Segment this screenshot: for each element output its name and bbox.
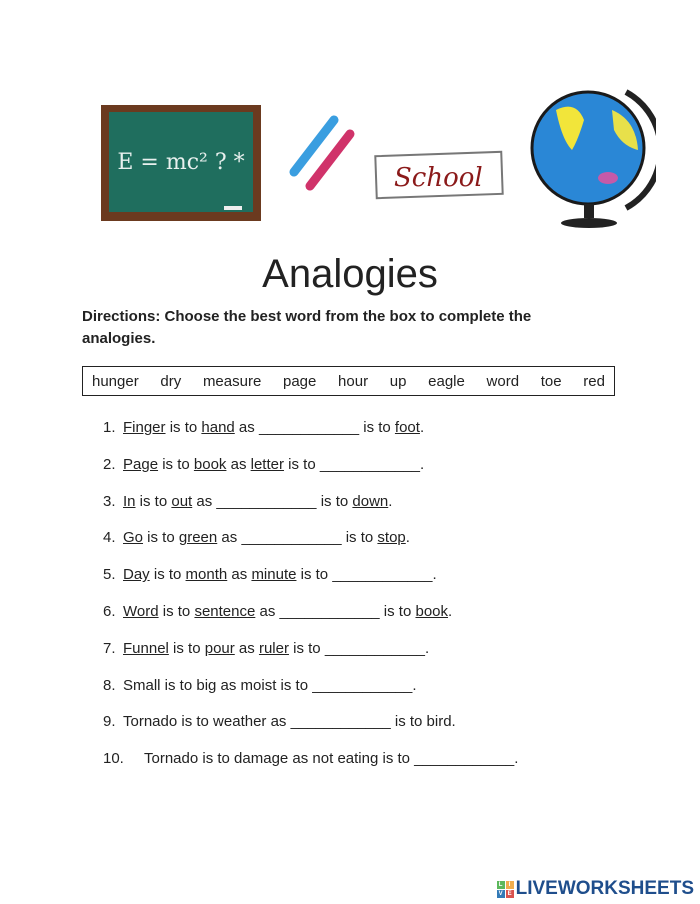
underlined-word: Page bbox=[123, 455, 159, 473]
item-text: is to bbox=[379, 603, 416, 620]
answer-blank[interactable]: ____________ bbox=[216, 492, 317, 510]
item-text: . bbox=[412, 676, 417, 694]
logo-letter: L bbox=[497, 881, 505, 889]
item-text: is to bbox=[296, 566, 333, 584]
item-text: is to bbox=[165, 419, 202, 436]
item-text: Small is to big as moist is to bbox=[123, 676, 313, 694]
analogy-item bbox=[103, 529, 410, 546]
item-text: as bbox=[192, 492, 217, 510]
word-bank bbox=[82, 366, 615, 396]
logo-letter: I bbox=[506, 881, 514, 889]
item-text: . bbox=[448, 603, 453, 620]
item-text: as bbox=[234, 639, 259, 657]
underlined-word: Day bbox=[123, 566, 150, 584]
underlined-word: Word bbox=[123, 603, 159, 620]
logo-letter: V bbox=[498, 890, 503, 897]
analogy-item bbox=[103, 566, 437, 583]
item-text: is to bbox=[158, 603, 195, 620]
item-number: 6. bbox=[103, 603, 116, 620]
analogy-item bbox=[103, 456, 424, 473]
item-number: 1. bbox=[103, 419, 116, 436]
analogy-item bbox=[103, 493, 392, 510]
item-text: as bbox=[227, 566, 252, 584]
logo-letter: E bbox=[507, 890, 512, 897]
underlined-word: In bbox=[123, 492, 136, 510]
item-text: is to bird. bbox=[390, 713, 456, 731]
underlined-word: book bbox=[415, 603, 449, 620]
item-text: . bbox=[419, 419, 425, 436]
word-bank-word: measure bbox=[202, 372, 262, 390]
word-bank-word: toe bbox=[540, 372, 562, 390]
item-text: as bbox=[217, 529, 242, 547]
item-text: . bbox=[424, 639, 430, 657]
analogy-item bbox=[103, 713, 456, 730]
answer-blank[interactable]: ____________ bbox=[241, 529, 342, 547]
item-number: 7. bbox=[103, 639, 116, 657]
item-text: is to bbox=[149, 566, 186, 584]
underlined-word: ruler bbox=[258, 639, 289, 657]
word-bank-word: dry bbox=[160, 372, 182, 390]
answer-blank[interactable]: ____________ bbox=[319, 455, 420, 473]
answer-blank[interactable]: ____________ bbox=[312, 676, 413, 694]
underlined-word: minute bbox=[251, 566, 297, 584]
answer-blank[interactable]: ____________ bbox=[414, 750, 515, 768]
word-bank-word: hunger bbox=[92, 372, 139, 390]
underlined-word: out bbox=[171, 492, 193, 510]
analogy-item bbox=[103, 677, 417, 694]
answer-blank[interactable]: ____________ bbox=[324, 639, 425, 657]
item-text: Tornado is to weather as bbox=[123, 713, 291, 731]
item-text: . bbox=[419, 455, 425, 473]
item-number: 10. bbox=[103, 750, 124, 768]
item-text: is to bbox=[158, 455, 194, 473]
item-number: 8. bbox=[103, 676, 116, 694]
underlined-word: letter bbox=[250, 455, 284, 473]
item-text: is to bbox=[143, 529, 179, 547]
item-number: 9. bbox=[103, 713, 116, 731]
logo-text: LIVEWORKSHEETS bbox=[515, 878, 694, 899]
item-text: is to bbox=[288, 639, 325, 657]
analogy-item bbox=[103, 603, 452, 620]
item-text: . bbox=[405, 529, 410, 547]
underlined-word: stop bbox=[377, 529, 406, 547]
school-sign-text: School bbox=[394, 163, 483, 193]
underlined-word: sentence bbox=[194, 603, 256, 620]
item-number: 5. bbox=[103, 566, 116, 584]
underlined-word: pour bbox=[204, 639, 235, 657]
underlined-word: foot bbox=[394, 419, 420, 436]
underlined-word: hand bbox=[201, 419, 235, 436]
item-text: Tornado is to damage as not eating is to bbox=[144, 750, 415, 768]
chalkboard-text: E = mc² ? * bbox=[117, 150, 245, 175]
word-bank-word: red bbox=[583, 372, 605, 390]
item-number: 3. bbox=[103, 492, 116, 510]
answer-blank[interactable]: ____________ bbox=[332, 566, 433, 584]
item-text: as bbox=[234, 419, 259, 436]
item-text: is to bbox=[359, 419, 395, 436]
answer-blank[interactable]: ____________ bbox=[258, 419, 360, 436]
analogy-item bbox=[103, 419, 424, 436]
item-text: is to bbox=[168, 639, 205, 657]
word-bank-word: eagle bbox=[428, 372, 465, 390]
answer-blank[interactable]: ____________ bbox=[279, 603, 380, 620]
underlined-word: green bbox=[178, 529, 218, 547]
item-number: 2. bbox=[103, 455, 116, 473]
item-text: . bbox=[388, 492, 393, 510]
item-text: is to bbox=[283, 455, 320, 473]
liveworksheets-logo bbox=[497, 878, 694, 900]
answer-blank[interactable]: ____________ bbox=[290, 713, 391, 731]
crayons-image bbox=[286, 112, 358, 194]
underlined-word: book bbox=[193, 455, 227, 473]
item-text: as bbox=[255, 603, 280, 620]
word-bank-word: up bbox=[389, 372, 407, 390]
item-text: . bbox=[432, 566, 437, 584]
item-text: is to bbox=[341, 529, 378, 547]
item-number: 4. bbox=[103, 529, 116, 547]
logo-icon bbox=[497, 881, 514, 898]
item-text: . bbox=[514, 750, 519, 768]
word-bank-word: hour bbox=[338, 372, 369, 390]
underlined-word: month bbox=[185, 566, 228, 584]
page-title: Analogies bbox=[262, 252, 438, 296]
analogy-item bbox=[103, 640, 429, 657]
globe-image bbox=[526, 80, 656, 230]
underlined-word: down bbox=[352, 492, 389, 510]
underlined-word: Funnel bbox=[123, 639, 169, 657]
item-text: is to bbox=[316, 492, 353, 510]
underlined-word: Finger bbox=[123, 419, 166, 436]
word-bank-word: word bbox=[486, 372, 520, 390]
directions: Directions: Choose the best word from the box to complete the analogies. bbox=[82, 308, 532, 347]
analogy-item bbox=[103, 750, 518, 767]
underlined-word: Go bbox=[123, 529, 144, 547]
item-text: is to bbox=[135, 492, 172, 510]
school-sign-image bbox=[370, 148, 508, 202]
word-bank-word: page bbox=[282, 372, 317, 390]
item-text: as bbox=[226, 455, 251, 473]
